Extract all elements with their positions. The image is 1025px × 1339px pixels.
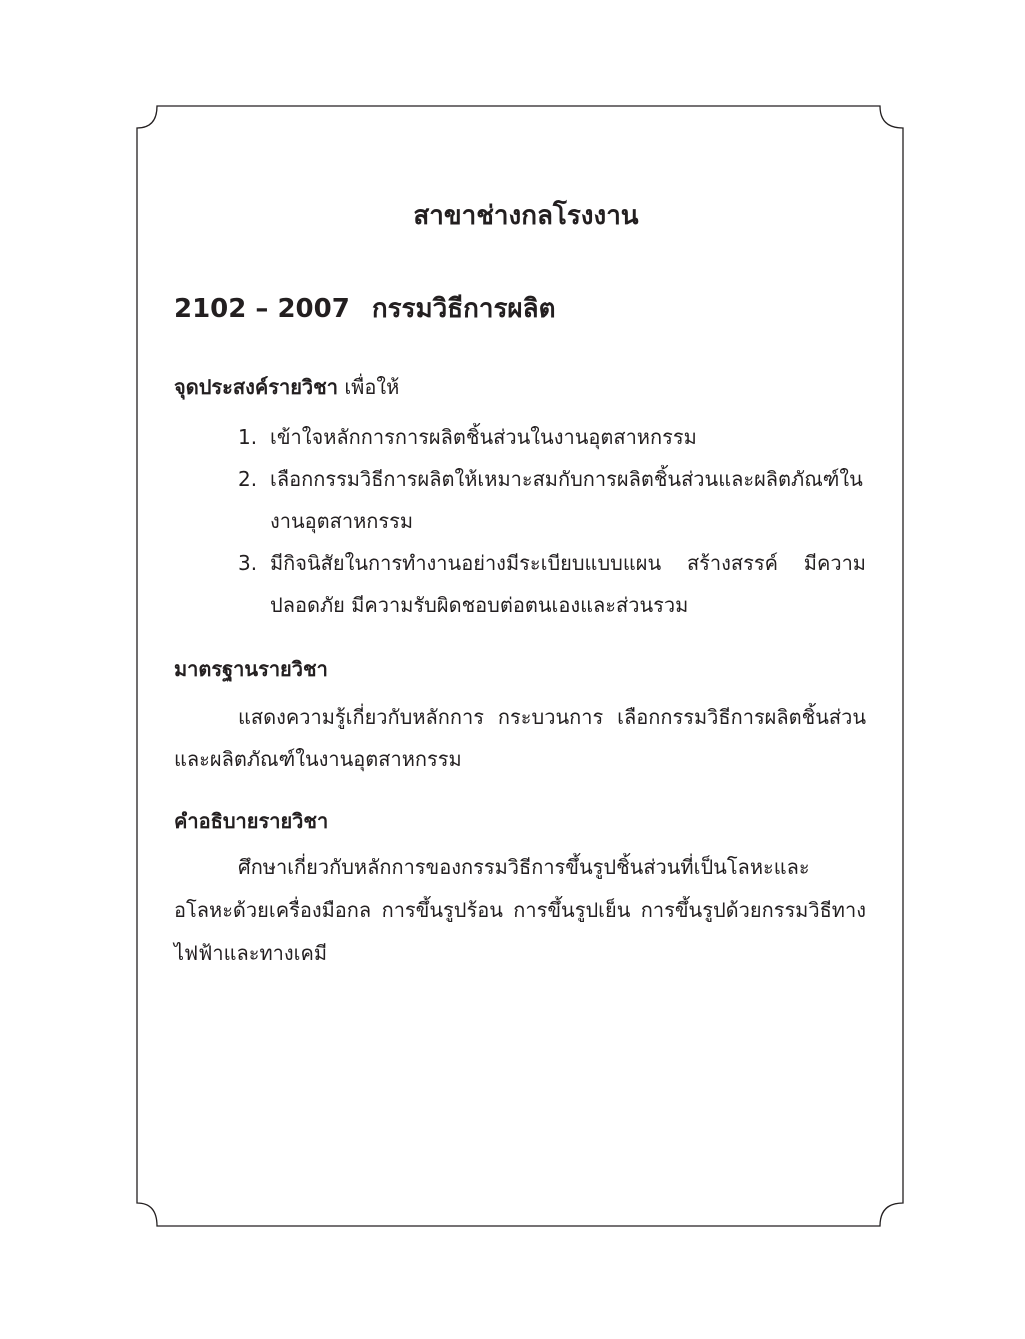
objective-text: เข้าใจหลักการการผลิตชิ้นส่วนในงานอุตสาหกรรม xyxy=(270,425,697,449)
department-title: สาขาช่างกลโรงงาน xyxy=(413,201,639,231)
objective-number: 3. xyxy=(238,551,258,575)
objective-text: มีกิจนิสัยในการทำงานอย่างมีระเบียบแบบแผน สร้างสรรค์ มีความปลอดภัย มีความรับผิดชอบต่อตนเองและส่วนรวม xyxy=(270,551,866,617)
objectives-list xyxy=(238,416,866,626)
standard-text: แสดงความรู้เกี่ยวกับหลักการ กระบวนการ เลือกกรรมวิธีการผลิตชิ้นส่วนและผลิตภัณฑ์ในงานอุตสาหกรรม xyxy=(174,705,866,771)
objective-item-2 xyxy=(238,458,866,542)
objective-number: 2. xyxy=(238,467,258,491)
description-heading: คำอธิบายรายวิชา xyxy=(174,809,329,833)
course-code: 2102 – 2007 xyxy=(174,294,350,324)
description-text: ศึกษาเกี่ยวกับหลักการของกรรมวิธีการขึ้นรูปชิ้นส่วนที่เป็นโลหะและอโลหะด้วยเครื่องมือกล การขึ้นรูปร้อน การขึ้นรูปเย็น การขึ้นรูปด้วยกรรมวิธีทางไฟฟ้าและทางเคมี xyxy=(174,855,866,965)
course-heading xyxy=(174,289,555,329)
objectives-label: จุดประสงค์รายวิชา xyxy=(174,375,338,399)
objective-text: เลือกกรรมวิธีการผลิตให้เหมาะสมกับการผลิตชิ้นส่วนและผลิตภัณฑ์ในงานอุตสาหกรรม xyxy=(270,467,863,533)
objective-item-1 xyxy=(238,416,866,458)
objective-item-3 xyxy=(238,542,866,626)
standard-heading: มาตรฐานรายวิชา xyxy=(174,657,328,681)
course-name: กรรมวิธีการผลิต xyxy=(371,294,556,324)
objectives-heading xyxy=(174,370,399,404)
objectives-intro: เพื่อให้ xyxy=(344,375,400,399)
objective-number: 1. xyxy=(238,425,258,449)
